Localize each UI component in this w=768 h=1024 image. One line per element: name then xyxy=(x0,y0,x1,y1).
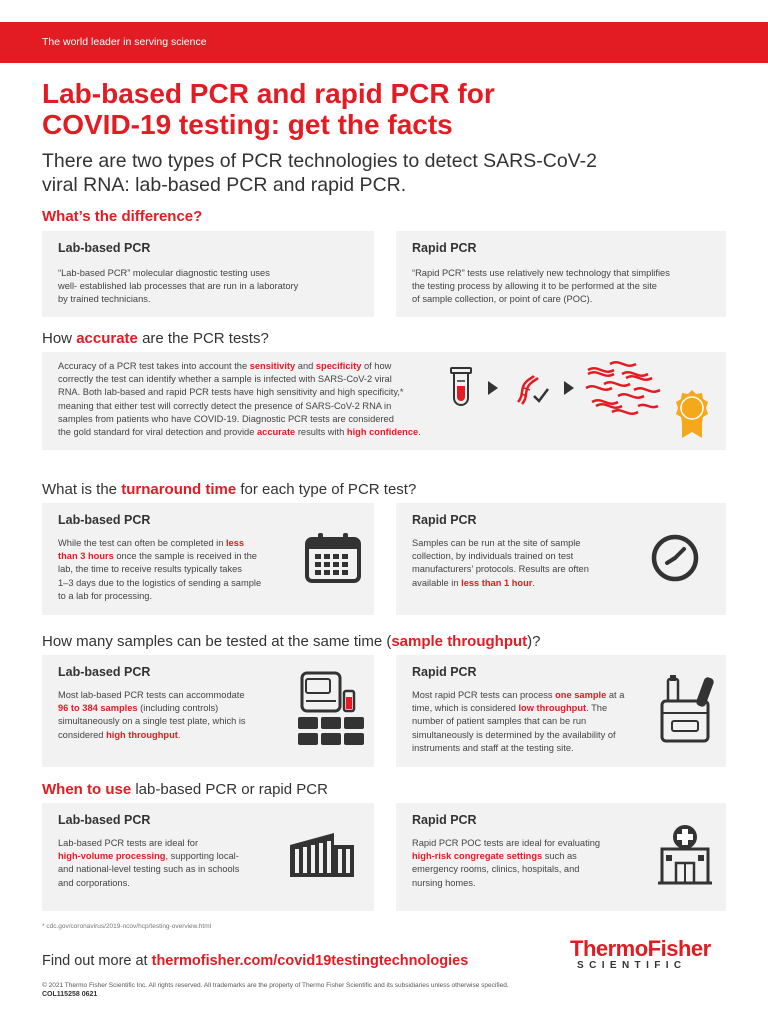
section-heading-throughput xyxy=(42,633,541,650)
text-line: and xyxy=(295,361,316,371)
header-bar xyxy=(0,22,768,63)
text-line: Rapid PCR POC tests are ideal for evaluating xyxy=(412,838,601,848)
throughput-rapid-text xyxy=(412,689,624,755)
test-tube-icon xyxy=(447,366,475,410)
page-title-line-1: Lab-based PCR and rapid PCR for xyxy=(42,78,495,109)
text-line: Most lab-based PCR tests can accommodate xyxy=(58,690,245,700)
text-line: Samples can be run at the site of sample xyxy=(412,538,581,548)
text-line: Lab-based PCR tests are ideal for xyxy=(58,838,199,848)
throughput-lab-text xyxy=(58,689,246,742)
copyright: © 2021 Thermo Fisher Scientific Inc. All rights reserved. All trademarks are the property of Thermo Fisher Scientific and its subsidiaries unless otherwise specified. xyxy=(42,982,509,989)
text-line: “Lab-based PCR” molecular diagnostic testing uses xyxy=(58,268,270,278)
difference-lab-text xyxy=(58,267,298,307)
heading-text: are the PCR tests? xyxy=(137,330,269,347)
throughput-rapid-panel xyxy=(396,655,726,767)
footnote: * cdc.gov/coronavirus/2019-ncov/hcp/testing-overview.html xyxy=(42,923,212,930)
text-line: simultaneously on a single test plate, which is xyxy=(58,716,246,727)
text-line: “Rapid PCR” tests use relatively new technology that simplifies xyxy=(412,268,670,278)
text-highlight: less than 1 hour xyxy=(461,577,533,588)
text-line: RNA. Both lab-based and rapid PCR tests have high sensitivity and high specificity,* xyxy=(58,387,404,398)
thermofisher-logo: ThermoFisher xyxy=(570,936,711,961)
text-line: Most rapid PCR tests can process xyxy=(412,690,556,700)
throughput-lab-panel xyxy=(42,655,374,767)
heading-highlight: sample throughput xyxy=(391,633,528,650)
section-heading-when-to-use xyxy=(42,781,328,798)
difference-lab-title: Lab-based PCR xyxy=(58,241,151,255)
arrow-right-icon xyxy=(562,380,576,396)
find-out-more xyxy=(42,953,468,969)
text-line: . xyxy=(177,729,181,740)
text-line: . xyxy=(418,427,421,438)
heading-text: What is the xyxy=(42,481,122,498)
page-title xyxy=(42,78,722,140)
text-highlight: less xyxy=(225,538,245,548)
difference-lab-panel xyxy=(42,231,374,317)
text-line: considered xyxy=(58,729,107,740)
text-line: available in xyxy=(412,577,462,588)
text-highlight: 96 to 384 samples xyxy=(58,703,138,714)
text-highlight: low throughput xyxy=(518,703,587,714)
text-line: by trained technicians. xyxy=(58,294,151,305)
difference-rapid-panel xyxy=(396,231,726,317)
text-line: While the test can often be completed in xyxy=(58,538,226,548)
turnaround-lab-panel xyxy=(42,503,374,615)
text-highlight: high throughput xyxy=(106,729,178,740)
office-building-icon xyxy=(288,831,356,879)
turnaround-rapid-title: Rapid PCR xyxy=(412,513,477,527)
text-line: once the sample is received in the xyxy=(113,551,257,562)
text-highlight: accurate xyxy=(256,427,296,438)
heading-highlight: turnaround time xyxy=(121,481,237,498)
when-to-use-lab-panel xyxy=(42,803,374,911)
text-line: of sample collection, or point of care (POC). xyxy=(412,294,593,305)
text-line: to a lab for processing. xyxy=(58,590,153,601)
turnaround-lab-title: Lab-based PCR xyxy=(58,513,151,527)
text-line: the gold standard for viral detection and provide xyxy=(58,427,257,438)
heading-text: How many samples can be tested at the same time ( xyxy=(42,633,392,650)
clock-icon xyxy=(650,533,700,583)
section-heading-difference: What’s the difference? xyxy=(42,208,203,225)
when-to-use-lab-title: Lab-based PCR xyxy=(58,813,151,827)
arrow-right-icon xyxy=(486,380,500,396)
text-line: emergency rooms, clinics, hospitals, and xyxy=(412,864,580,875)
when-to-use-lab-text xyxy=(58,837,239,890)
heading-text: )? xyxy=(527,633,541,650)
lab-instrument-plates-icon xyxy=(296,669,366,751)
text-line: correctly the test can identify whether a sample is infected with SARS-CoV-2 viral xyxy=(58,374,392,385)
page-title-line-2: COVID-19 testing: get the facts xyxy=(42,109,453,140)
text-highlight: than 3 hours xyxy=(58,551,114,562)
page-subtitle xyxy=(42,149,722,197)
turnaround-rapid-panel xyxy=(396,503,726,615)
text-line: of how xyxy=(361,361,392,371)
text-line: samples from patients who have COVID-19. Diagnostic PCR tests are considered xyxy=(58,413,394,424)
amplified-dna-icon xyxy=(582,360,662,418)
turnaround-rapid-text xyxy=(412,537,589,590)
heading-text: lab-based PCR or rapid PCR xyxy=(131,781,328,798)
text-line: time, which is considered xyxy=(412,703,519,714)
turnaround-lab-text xyxy=(58,537,261,603)
text-line: meaning that either test will correctly detect the presence of SARS-CoV-2 RNA in xyxy=(58,400,392,411)
text-line: at a xyxy=(606,690,625,700)
when-to-use-rapid-text xyxy=(412,837,600,890)
text-highlight: high confidence xyxy=(346,427,419,438)
subtitle-line-1: There are two types of PCR technologies to detect SARS-CoV-2 xyxy=(42,150,597,172)
throughput-lab-title: Lab-based PCR xyxy=(58,665,151,679)
find-out-link[interactable]: thermofisher.com/covid19testingtechnologies xyxy=(151,953,469,969)
text-highlight: high-risk congregate settings xyxy=(412,851,543,862)
text-highlight: one sample xyxy=(555,690,607,700)
document-code: COL115258 0621 xyxy=(42,991,98,998)
text-line: Accuracy of a PCR test takes into account the xyxy=(58,361,250,371)
text-highlight: specificity xyxy=(315,361,362,371)
rapid-pcr-instrument-icon xyxy=(658,673,716,745)
thermofisher-logo-scientific: SCIENTIFIC xyxy=(577,960,687,971)
text-line: the testing process by allowing it to be performed at the site xyxy=(412,281,657,292)
when-to-use-rapid-panel xyxy=(396,803,726,911)
text-highlight: high-volume processing xyxy=(58,851,166,862)
text-line: . The xyxy=(586,703,608,714)
difference-rapid-text xyxy=(412,267,670,307)
text-line: and national-level testing such as in schools xyxy=(58,864,240,875)
accuracy-text xyxy=(58,360,421,439)
calendar-icon xyxy=(304,531,362,585)
subtitle-line-2: viral RNA: lab-based PCR and rapid PCR. xyxy=(42,174,407,196)
when-to-use-rapid-title: Rapid PCR xyxy=(412,813,477,827)
section-heading-turnaround xyxy=(42,481,416,498)
header-tagline: The world leader in serving science xyxy=(42,36,207,48)
text-line: , supporting local- xyxy=(165,851,239,862)
heading-text: for each type of PCR test? xyxy=(236,481,417,498)
text-line: nursing homes. xyxy=(412,877,476,888)
section-heading-accuracy xyxy=(42,330,269,347)
text-line: . xyxy=(532,577,535,588)
text-line: such as xyxy=(542,851,577,862)
dna-check-icon xyxy=(512,372,552,408)
heading-highlight: When to use xyxy=(42,781,132,798)
text-line: (including controls) xyxy=(137,703,219,714)
text-line: and corporations. xyxy=(58,877,130,888)
throughput-rapid-title: Rapid PCR xyxy=(412,665,477,679)
heading-text: How xyxy=(42,330,77,347)
text-line: collection, by individuals trained on test xyxy=(412,551,574,562)
text-line: well- established lab processes that are run in a laboratory xyxy=(58,281,299,292)
text-highlight: sensitivity xyxy=(249,361,296,371)
accuracy-panel xyxy=(42,352,726,450)
difference-rapid-title: Rapid PCR xyxy=(412,241,477,255)
text-line: manufacturers’ protocols. Results are often xyxy=(412,564,589,575)
text-line: instruments and staff at the testing site. xyxy=(412,742,574,753)
text-line: lab, the time to receive results typically takes xyxy=(58,564,242,575)
text-line: 1–3 days due to the logistics of sending a sample xyxy=(58,577,262,588)
text-line: number of patient samples that can be run xyxy=(412,716,587,727)
heading-highlight: accurate xyxy=(76,330,138,347)
text-line: simultaneously is determined by the availability of xyxy=(412,729,616,740)
hospital-icon xyxy=(656,823,714,887)
find-out-text: Find out more at xyxy=(42,953,152,969)
award-ribbon-icon xyxy=(672,388,712,440)
text-line: results with xyxy=(295,427,347,438)
